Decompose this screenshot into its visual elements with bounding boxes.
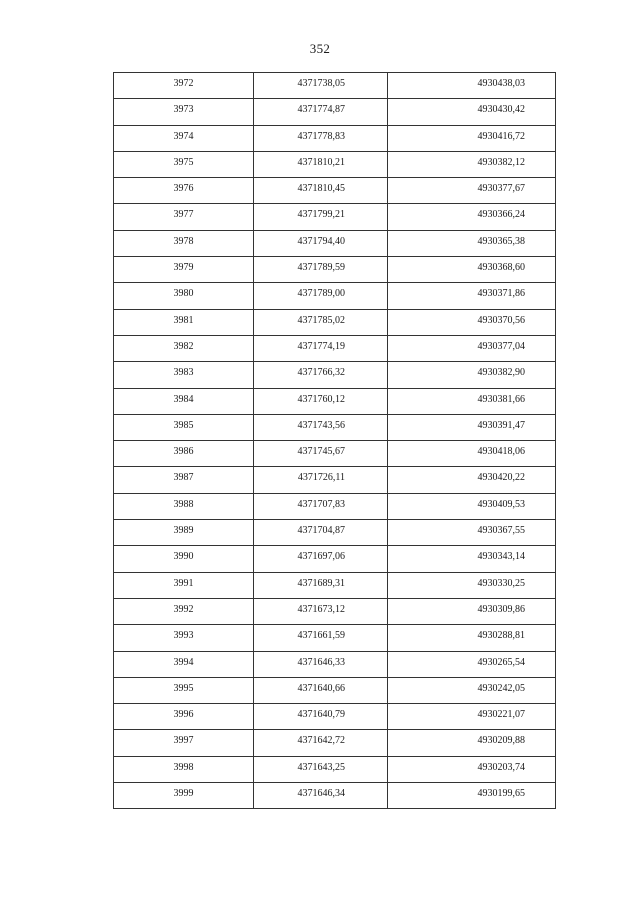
y-coordinate-cell: 4930420,22 [388,467,556,493]
y-coordinate-cell: 4930242,05 [388,677,556,703]
point-number-cell: 3993 [114,625,254,651]
x-coordinate-cell: 4371642,72 [254,730,388,756]
y-coordinate-cell: 4930438,03 [388,73,556,99]
table-row [114,309,556,335]
x-coordinate-cell: 4371661,59 [254,625,388,651]
x-coordinate-cell: 4371810,45 [254,178,388,204]
table-row [114,598,556,624]
x-coordinate-cell: 4371774,87 [254,99,388,125]
table-row [114,283,556,309]
table-row [114,520,556,546]
table-row [114,677,556,703]
x-coordinate-cell: 4371640,79 [254,704,388,730]
coordinates-table [113,72,556,809]
y-coordinate-cell: 4930418,06 [388,441,556,467]
table-row [114,651,556,677]
table-row [114,467,556,493]
x-coordinate-cell: 4371766,32 [254,362,388,388]
point-number-cell: 3991 [114,572,254,598]
y-coordinate-cell: 4930309,86 [388,598,556,624]
x-coordinate-cell: 4371789,59 [254,257,388,283]
y-coordinate-cell: 4930430,42 [388,99,556,125]
y-coordinate-cell: 4930367,55 [388,520,556,546]
y-coordinate-cell: 4930199,65 [388,783,556,809]
y-coordinate-cell: 4930381,66 [388,388,556,414]
point-number-cell: 3975 [114,151,254,177]
y-coordinate-cell: 4930409,53 [388,493,556,519]
point-number-cell: 3997 [114,730,254,756]
y-coordinate-cell: 4930382,90 [388,362,556,388]
y-coordinate-cell: 4930391,47 [388,414,556,440]
table-row [114,99,556,125]
point-number-cell: 3999 [114,783,254,809]
y-coordinate-cell: 4930365,38 [388,230,556,256]
point-number-cell: 3977 [114,204,254,230]
table-row [114,125,556,151]
point-number-cell: 3974 [114,125,254,151]
x-coordinate-cell: 4371778,83 [254,125,388,151]
table-row [114,704,556,730]
x-coordinate-cell: 4371738,05 [254,73,388,99]
table-row [114,73,556,99]
point-number-cell: 3973 [114,99,254,125]
x-coordinate-cell: 4371640,66 [254,677,388,703]
table-row [114,441,556,467]
table-row [114,178,556,204]
x-coordinate-cell: 4371646,34 [254,783,388,809]
point-number-cell: 3978 [114,230,254,256]
y-coordinate-cell: 4930366,24 [388,204,556,230]
x-coordinate-cell: 4371799,21 [254,204,388,230]
point-number-cell: 3992 [114,598,254,624]
x-coordinate-cell: 4371697,06 [254,546,388,572]
table-row [114,783,556,809]
table-row [114,756,556,782]
y-coordinate-cell: 4930377,04 [388,335,556,361]
y-coordinate-cell: 4930368,60 [388,257,556,283]
x-coordinate-cell: 4371726,11 [254,467,388,493]
y-coordinate-cell: 4930416,72 [388,125,556,151]
y-coordinate-cell: 4930382,12 [388,151,556,177]
y-coordinate-cell: 4930221,07 [388,704,556,730]
x-coordinate-cell: 4371689,31 [254,572,388,598]
point-number-cell: 3996 [114,704,254,730]
point-number-cell: 3983 [114,362,254,388]
point-number-cell: 3985 [114,414,254,440]
table-row [114,730,556,756]
point-number-cell: 3994 [114,651,254,677]
y-coordinate-cell: 4930330,25 [388,572,556,598]
x-coordinate-cell: 4371794,40 [254,230,388,256]
point-number-cell: 3988 [114,493,254,519]
table-row [114,204,556,230]
table-row [114,151,556,177]
point-number-cell: 3989 [114,520,254,546]
point-number-cell: 3981 [114,309,254,335]
table-row [114,572,556,598]
y-coordinate-cell: 4930370,56 [388,309,556,335]
point-number-cell: 3998 [114,756,254,782]
point-number-cell: 3984 [114,388,254,414]
y-coordinate-cell: 4930377,67 [388,178,556,204]
page-number: 352 [309,41,331,56]
table-row [114,493,556,519]
x-coordinate-cell: 4371643,25 [254,756,388,782]
x-coordinate-cell: 4371774,19 [254,335,388,361]
point-number-cell: 3987 [114,467,254,493]
coordinates-table-body [114,73,556,809]
x-coordinate-cell: 4371760,12 [254,388,388,414]
y-coordinate-cell: 4930203,74 [388,756,556,782]
table-row [114,546,556,572]
x-coordinate-cell: 4371789,00 [254,283,388,309]
point-number-cell: 3982 [114,335,254,361]
table-row [114,414,556,440]
table-row [114,257,556,283]
x-coordinate-cell: 4371785,02 [254,309,388,335]
x-coordinate-cell: 4371745,67 [254,441,388,467]
table-row [114,388,556,414]
point-number-cell: 3972 [114,73,254,99]
x-coordinate-cell: 4371707,83 [254,493,388,519]
table-row [114,230,556,256]
x-coordinate-cell: 4371646,33 [254,651,388,677]
x-coordinate-cell: 4371743,56 [254,414,388,440]
point-number-cell: 3995 [114,677,254,703]
point-number-cell: 3980 [114,283,254,309]
point-number-cell: 3986 [114,441,254,467]
table-row [114,362,556,388]
x-coordinate-cell: 4371673,12 [254,598,388,624]
y-coordinate-cell: 4930209,88 [388,730,556,756]
table-row [114,625,556,651]
y-coordinate-cell: 4930343,14 [388,546,556,572]
table-row [114,335,556,361]
y-coordinate-cell: 4930288,81 [388,625,556,651]
point-number-cell: 3976 [114,178,254,204]
point-number-cell: 3990 [114,546,254,572]
x-coordinate-cell: 4371704,87 [254,520,388,546]
y-coordinate-cell: 4930265,54 [388,651,556,677]
y-coordinate-cell: 4930371,86 [388,283,556,309]
x-coordinate-cell: 4371810,21 [254,151,388,177]
point-number-cell: 3979 [114,257,254,283]
